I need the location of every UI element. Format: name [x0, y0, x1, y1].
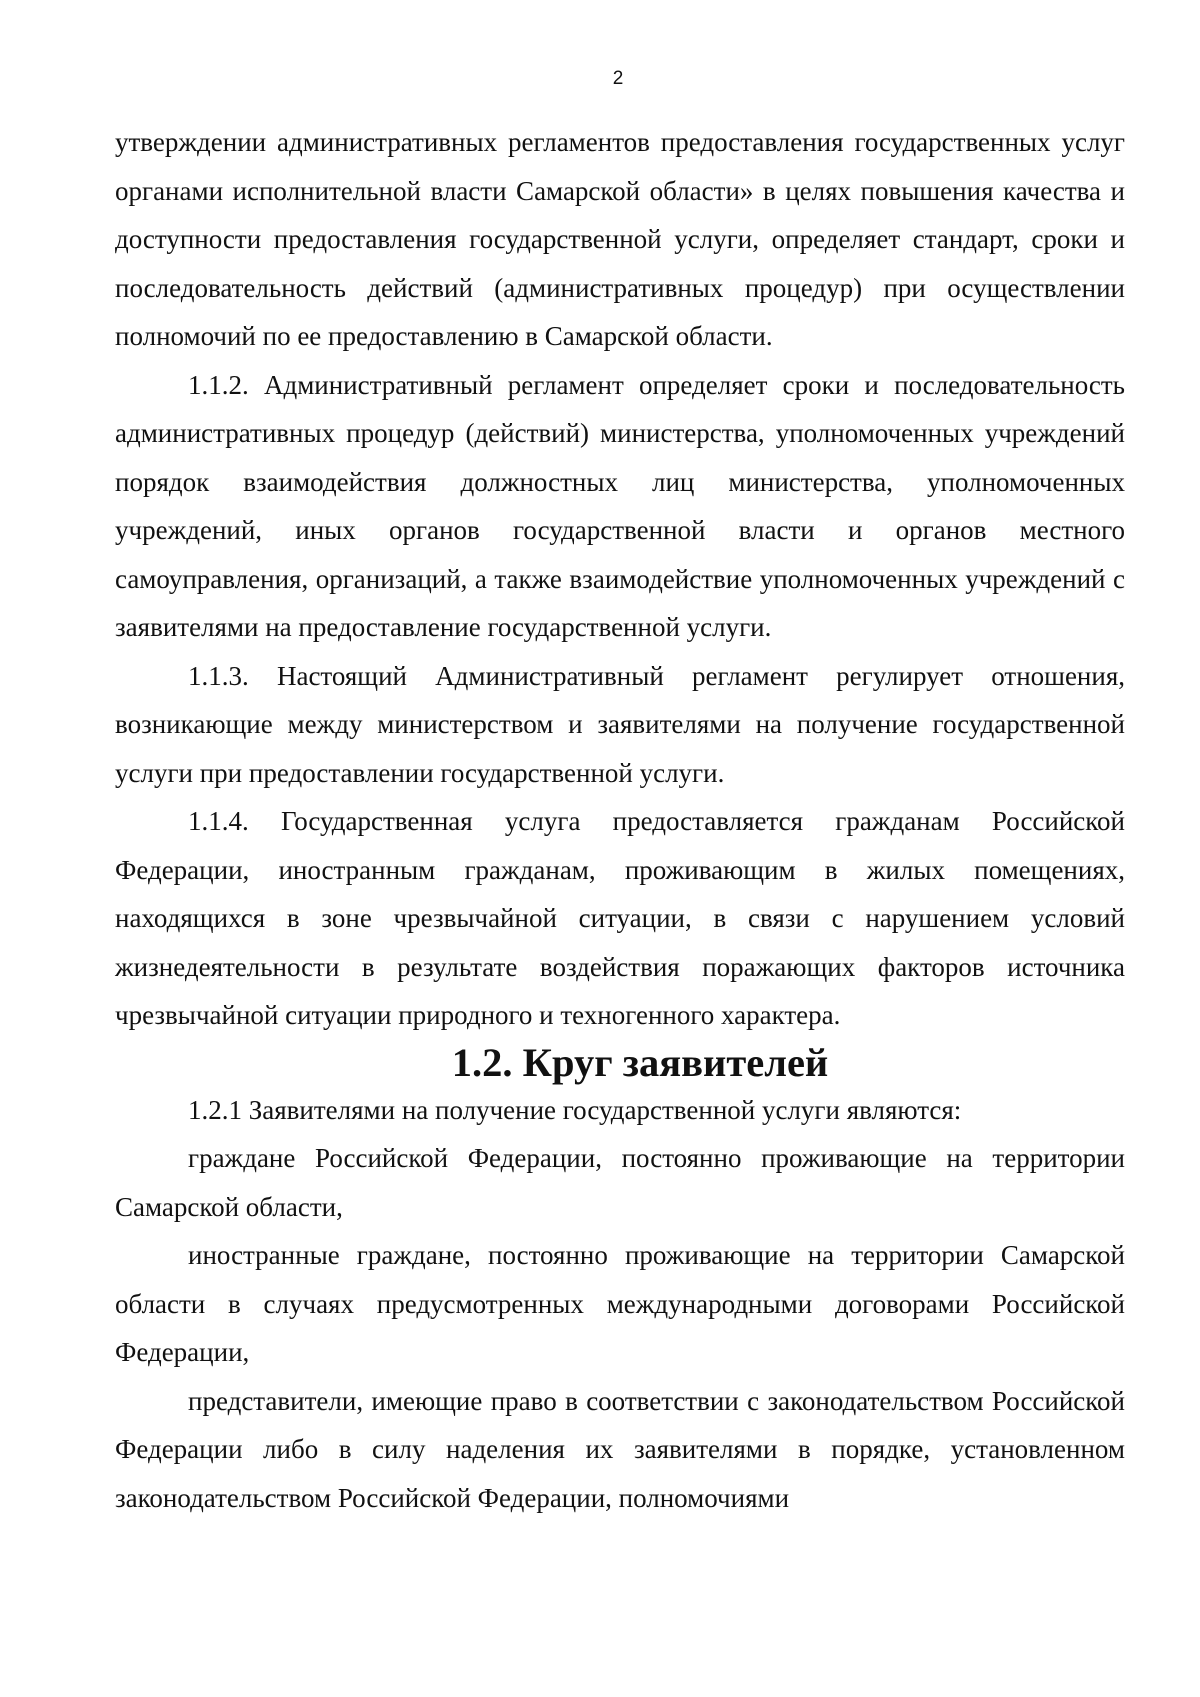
paragraph-1-1-4: 1.1.4. Государственная услуга предоставляется гражданам Российской Федерации, иностранным гражданам, проживающим в жилых помещениях, находящихся в зоне чрезвычайной ситуации, в связи с нарушением условий жизнедеятельности в результате воздействия поражающих факторов источника чрезвычайной ситуации природного и техногенного характера. [115, 806, 1125, 1030]
section-heading: 1.2. Круг заявителей [451, 1039, 829, 1085]
page-number: 2 [612, 68, 624, 89]
paragraph-applicants-representatives: представители, имеющие право в соответствии с законодательством Российской Федерации либо в силу наделения их заявителями в порядке, установленном законодательством Российской Федерации, полномочиями [115, 1385, 1125, 1513]
paragraph-applicants-citizens: граждане Российской Федерации, постоянно проживающие на территории Самарской области, [115, 1143, 1125, 1222]
document-body [115, 118, 1125, 1522]
paragraph-1-1-3: 1.1.3. Настоящий Административный регламент регулирует отношения, возникающие между министерством и заявителями на получение государственной услуги при предоставлении государственной услуги. [115, 660, 1125, 788]
paragraph-1-2-1: 1.2.1 Заявителями на получение государственной услуги являются: [188, 1094, 962, 1125]
paragraph-applicants-foreigners: иностранные граждане, постоянно проживающие на территории Самарской области в случаях предусмотренных международными договорами Российской Федерации, [115, 1240, 1125, 1367]
paragraph-intro: утверждении административных регламентов предоставления государственных услуг органами исполнительной власти Самарской области» в целях повышения качества и доступности предоставления государственной услуги, определяет стандарт, сроки и последовательность действий (административных процедур) при осуществлении полномочий по ее предоставлению в Самарской области. [115, 127, 1125, 351]
paragraph-1-1-2: 1.1.2. Административный регламент определяет сроки и последовательность административных процедур (действий) министерства, уполномоченных учреждений порядок взаимодействия должностных лиц министерства, уполномоченных учреждений, иных органов государственной власти и органов местного самоуправления, организаций, а также взаимодействие уполномоченных учреждений с заявителями на предоставление государственной услуги. [115, 369, 1125, 642]
